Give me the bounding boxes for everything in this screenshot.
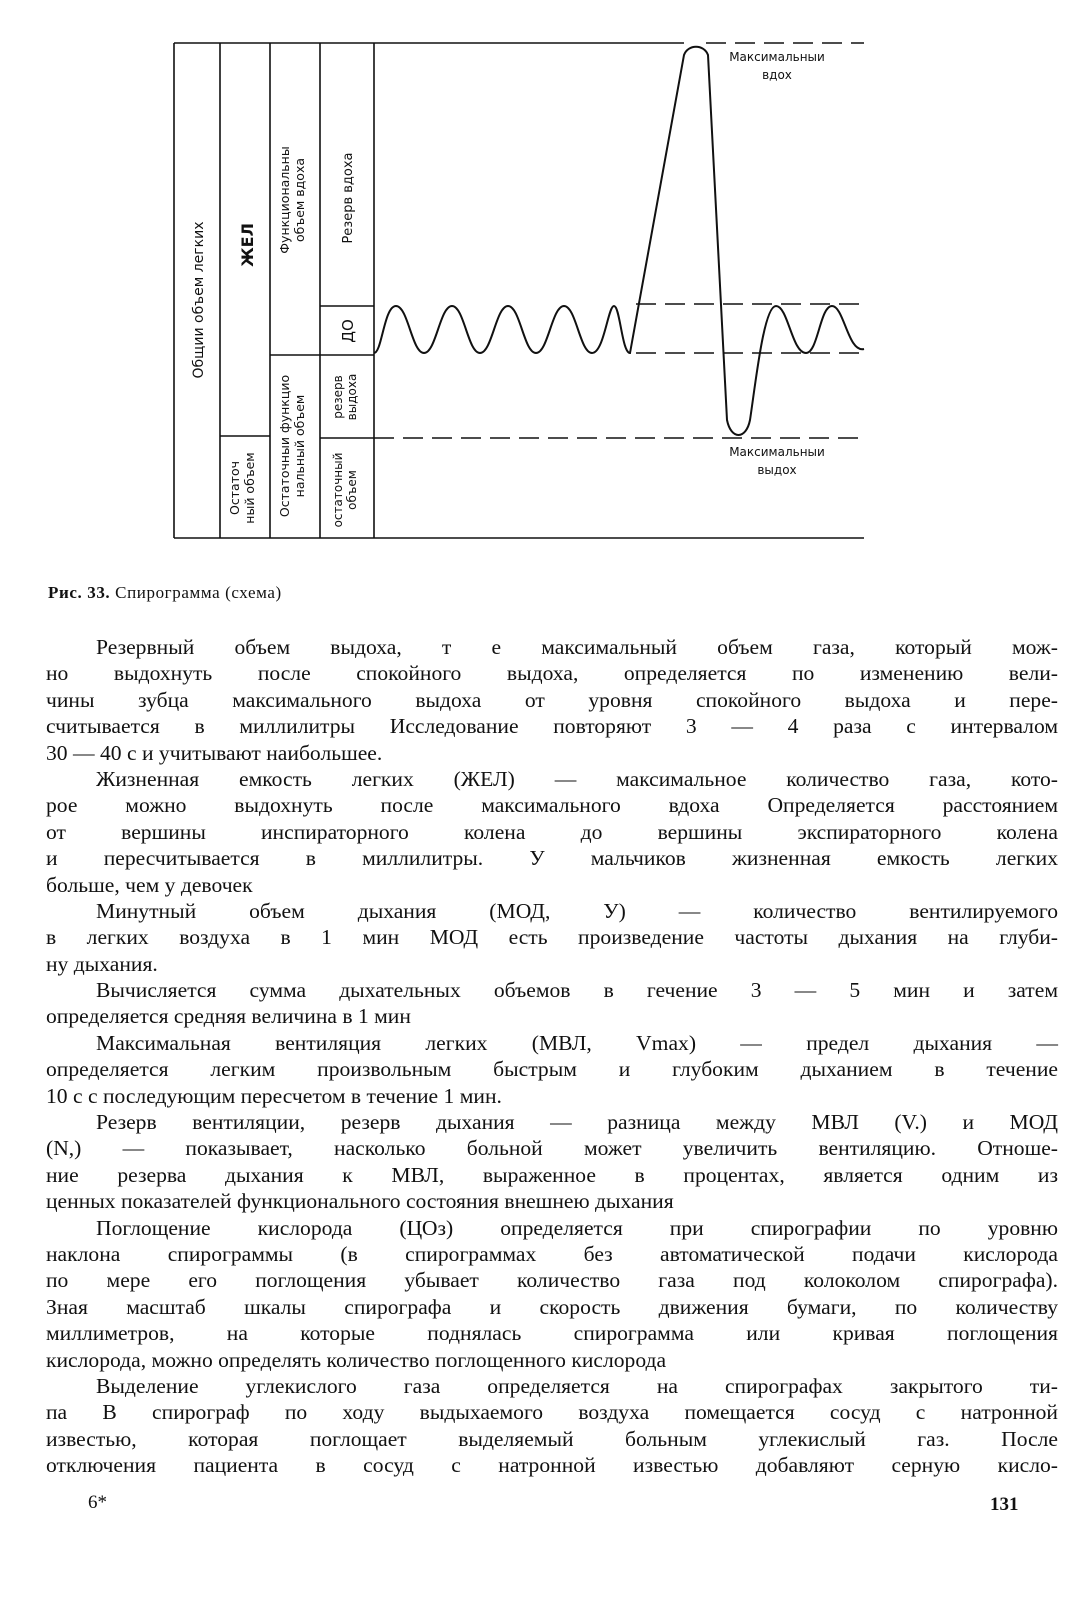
label-max-inhale: Максимальныи вдох [729, 50, 825, 82]
label-max-exhale: Максимальныи выдох [729, 445, 825, 477]
label-functional-residual-volume: Остаточныи функциональный объем [277, 374, 307, 518]
signature-mark: 6* [88, 1492, 107, 1513]
text-line: кислорода, можно определять количество поглощенного кислорода [46, 1347, 667, 1372]
text-line: от вершины инспираторного колена до вершины экспираторного колена [46, 819, 1058, 844]
spirogram-curve [374, 47, 864, 435]
text-line: ние резерва дыхания к МВЛ, выраженное в процентах, является одним из [46, 1162, 1058, 1187]
text-line: 10 с с последующим пересчетом в течение 1 мин. [46, 1083, 502, 1108]
label-functional-inspiratory-volume: Функциональныобъем вдоха [277, 146, 307, 254]
text-line: отключения пациента в сосуд с натронной известью добавляют серную кисло- [46, 1453, 1058, 1478]
page-number: 131 [990, 1494, 1019, 1515]
text-line: и пересчитывается в миллилитры. У мальчиков жизненная емкость легких [46, 846, 1058, 871]
figure-title: Спирограмма (схема) [115, 583, 282, 602]
label-tidal-volume: ДО [339, 319, 357, 343]
text-line: в легких воздуха в 1 мин МОД есть произведение частоты дыхания на глуби- [46, 925, 1058, 950]
text-line: (N,) — показывает, насколько больной может увеличить вентиляцию. Отноше- [46, 1136, 1058, 1161]
text-line: рое можно выдохнуть после максимального вдоха Определяется расстоянием [46, 793, 1058, 818]
text-line: Выделение углекислого газа определяется на спирографах закрытого ти- [96, 1373, 1058, 1398]
text-line: но выдохнуть после спокойного выдоха, определяется по изменению вели- [46, 661, 1058, 686]
reference-lines [374, 43, 864, 438]
text-line: Резерв вентиляции, резерв дыхания — разница между МВЛ (V.) и МОД [96, 1110, 1058, 1135]
text-line: Жизненная емкость легких (ЖЕЛ) — максимальное количество газа, кото- [96, 766, 1058, 791]
label-total-lung-volume: Общии объем легких [191, 221, 207, 379]
body-text [46, 634, 1058, 1479]
label-vital-capacity: ЖЕЛ [238, 223, 257, 267]
text-line: Резервный объем выдоха, т е максимальный объем газа, который мож- [96, 635, 1058, 659]
text-line: чины зубца максимального выдоха от уровня спокойного выдоха и пере- [46, 687, 1058, 712]
text-line: па В спирограф по ходу выдыхаемого воздуха помещается сосуд с натронной [46, 1400, 1058, 1425]
text-line: считывается в миллилитры Исследование повторяют 3 — 4 раза с интервалом [46, 714, 1058, 739]
text-line: ну дыхания. [46, 951, 158, 976]
text-line: наклона спирограммы (в спирограммах без автоматической подачи кислорода [46, 1241, 1058, 1266]
text-line: по мере его поглощения убывает количество газа под колоколом спирографа). [46, 1268, 1058, 1293]
label-expiratory-reserve: резерввыдоха [331, 373, 359, 421]
text-line: 30 — 40 с и учитывают наибольшее. [46, 740, 383, 765]
text-line: Зная масштаб шкалы спирографа и скорость движения бумаги, по количеству [46, 1294, 1058, 1319]
label-inspiratory-reserve: Резерв вдоха [341, 152, 356, 244]
text-line: Поглощение кислорода (ЦОз) определяется при спирографии по уровню [96, 1215, 1058, 1240]
figure-label: Рис. 33. [48, 583, 111, 602]
text-line: определяется легким произвольным быстрым и глубоким дыханием в течение [46, 1057, 1058, 1082]
text-line: определяется средняя величина в 1 мин [46, 1004, 411, 1029]
text-line: миллиметров, на которые поднялась спирограмма или кривая поглощения [46, 1321, 1058, 1346]
text-line: Минутный объем дыхания (МОД, У) — количество вентилируемого [96, 898, 1058, 923]
text-line: известью, которая поглощает выделяемый больным углекислый газ. После [46, 1426, 1058, 1451]
label-residual-volume-col5: остаточныйобъем [331, 452, 359, 528]
figure-caption [48, 583, 282, 603]
spirogram-diagram [0, 0, 1079, 560]
text-line: ценных показателей функционального состояния внешнею дыхания [46, 1189, 674, 1214]
label-residual-volume-col2: Остаточный объем [227, 452, 257, 524]
text-line: Максимальная вентиляция легких (МВЛ, Vmax) — предел дыхания — [96, 1030, 1058, 1055]
text-line: больше, чем у девочек [46, 872, 253, 897]
text-line: Вычисляется сумма дыхательных объемов в гечение 3 — 5 мин и затем [96, 978, 1058, 1003]
